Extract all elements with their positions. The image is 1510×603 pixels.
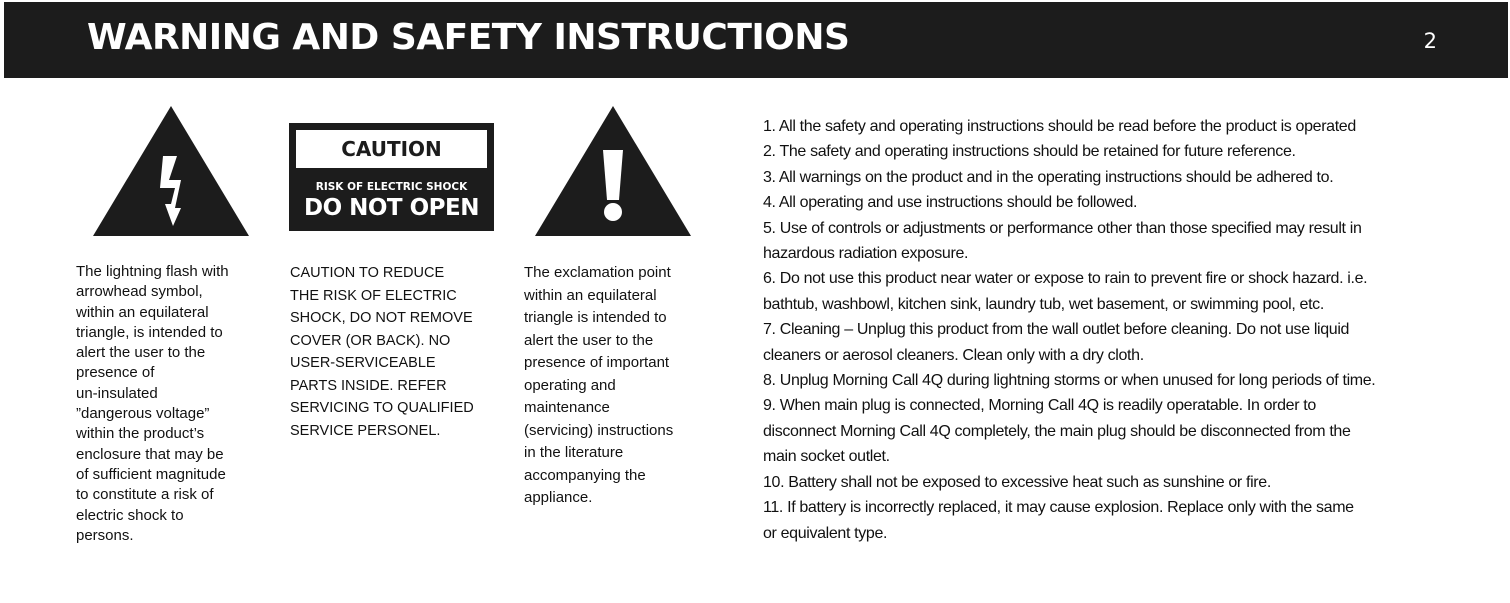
text-line: THE RISK OF ELECTRIC [290,287,457,304]
text-line: enclosure that may be [76,445,224,463]
text-line: triangle, is intended to [76,323,223,341]
instruction-line: hazardous radiation exposure. [763,245,969,263]
text-line: electric shock to [76,506,184,524]
safety-instructions-list [763,114,1463,546]
lightning-triangle-icon [91,104,251,238]
text-line: (servicing) instructions [524,421,674,439]
text-line: to constitute a risk of [76,486,214,504]
text-line: in the literature [524,444,624,461]
caution-description [290,262,474,442]
text-line: CAUTION TO REDUCE [290,265,445,281]
instruction-line: 1. All the safety and operating instructions should be read before the product is operated [763,118,1356,135]
exclamation-description [524,262,673,510]
page-number: 2 [1423,29,1437,53]
text-line: triangle is intended to [524,309,667,326]
text-line: presence of important [524,354,670,371]
instruction-line: cleaners or aerosol cleaners. Clean only with a dry cloth. [763,346,1144,364]
text-line: COVER (OR BACK). NO [290,332,451,349]
caution-subtitle: RISK OF ELECTRIC SHOCK [315,181,468,193]
text-line: arrowhead symbol, [76,283,203,301]
instruction-line: 3. All warnings on the product and in the operating instructions should be adhered to. [763,168,1334,186]
text-line: SERVICE PERSONEL. [290,422,441,439]
header-bar [4,2,1508,78]
text-line: presence of [76,364,155,382]
text-line: accompanying the [524,466,646,484]
text-line: alert the user to the [524,331,654,349]
text-line: maintenance [524,399,610,416]
text-line: within an equilateral [76,303,209,321]
instruction-line: or equivalent type. [763,524,888,542]
text-line: USER-SERVICEABLE [290,355,436,371]
text-line: within the product’s [76,425,205,443]
text-line: un-insulated [76,384,158,402]
instruction-line: 10. Battery shall not be exposed to excessive heat such as sunshine or fire. [763,473,1271,491]
caution-warning: DO NOT OPEN [303,195,480,221]
exclamation-triangle-icon [533,104,693,238]
text-line: persons. [76,526,134,544]
instruction-line: 6. Do not use this product near water or expose to rain to prevent fire or shock hazard. i.e. [763,270,1368,288]
instruction-line: disconnect Morning Call 4Q completely, the main plug should be disconnected from the [763,422,1351,440]
instruction-line: bathtub, washbowl, kitchen sink, laundry tub, wet basement, or swimming pool, etc. [763,295,1324,313]
text-line: SERVICING TO QUALIFIED [290,400,474,416]
instruction-line: 7. Cleaning – Unplug this product from the wall outlet before cleaning. Do not use liquid [763,321,1350,339]
lightning-description [76,262,229,546]
text-line: The exclamation point [524,264,671,281]
instruction-line: main socket outlet. [763,448,890,466]
text-line: ”dangerous voltage” [76,405,210,423]
text-line: alert the user to the [76,344,206,362]
text-line: The lightning flash with [76,263,229,280]
text-line: PARTS INSIDE. REFER [290,377,447,394]
caution-label [289,123,494,231]
instruction-line: 4. All operating and use instructions should be followed. [763,194,1138,212]
instruction-line: 2. The safety and operating instructions should be retained for future reference. [763,143,1296,161]
instruction-line: 11. If battery is incorrectly replaced, it may cause explosion. Replace only with the same [763,499,1354,517]
text-line: appliance. [524,489,593,506]
caution-title: CAUTION [296,130,487,168]
text-line: of sufficient magnitude [76,465,226,483]
page-title: WARNING AND SAFETY INSTRUCTIONS [87,17,850,58]
text-line: within an equilateral [524,286,657,304]
instruction-line: 5. Use of controls or adjustments or performance other than those specified may result in [763,219,1362,237]
text-line: SHOCK, DO NOT REMOVE [290,310,473,326]
text-line: operating and [524,376,616,394]
instruction-line: 8. Unplug Morning Call 4Q during lightning storms or when unused for long periods of time. [763,372,1376,390]
instruction-line: 9. When main plug is connected, Morning Call 4Q is readily operatable. In order to [763,397,1316,415]
